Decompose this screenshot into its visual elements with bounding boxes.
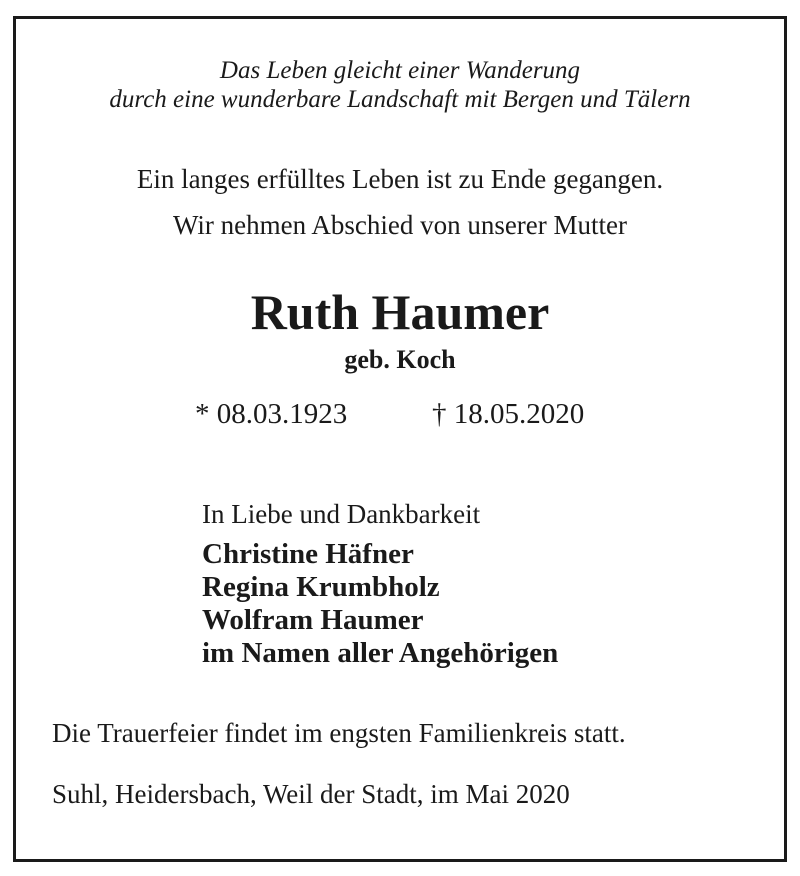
place-date: Suhl, Heidersbach, Weil der Stadt, im Mai 2020 <box>52 779 570 809</box>
funeral-note: Die Trauerfeier findet im engsten Familienkreis statt. <box>52 718 626 748</box>
death-date: † 18.05.2020 <box>432 398 585 430</box>
birth-date: * 08.03.1923 <box>195 398 348 430</box>
intro-line-1: Ein langes erfülltes Leben ist zu Ende gegangen. <box>136 164 664 194</box>
motto-line-2: durch eine wunderbare Landschaft mit Bergen und Tälern <box>109 86 691 113</box>
deceased-name: Ruth Haumer <box>250 284 550 340</box>
mourner-name: Regina Krumbholz <box>202 571 440 603</box>
motto-line-1: Das Leben gleicht einer Wanderung <box>219 57 581 84</box>
intro-line-2: Wir nehmen Abschied von unserer Mutter <box>172 210 628 240</box>
mourner-name: im Namen aller Angehörigen <box>202 637 559 669</box>
maiden-name: geb. Koch <box>344 345 456 374</box>
mourner-name: Wolfram Haumer <box>202 604 424 636</box>
mourners-intro: In Liebe und Dankbarkeit <box>202 499 481 529</box>
mourner-name: Christine Häfner <box>202 538 414 570</box>
